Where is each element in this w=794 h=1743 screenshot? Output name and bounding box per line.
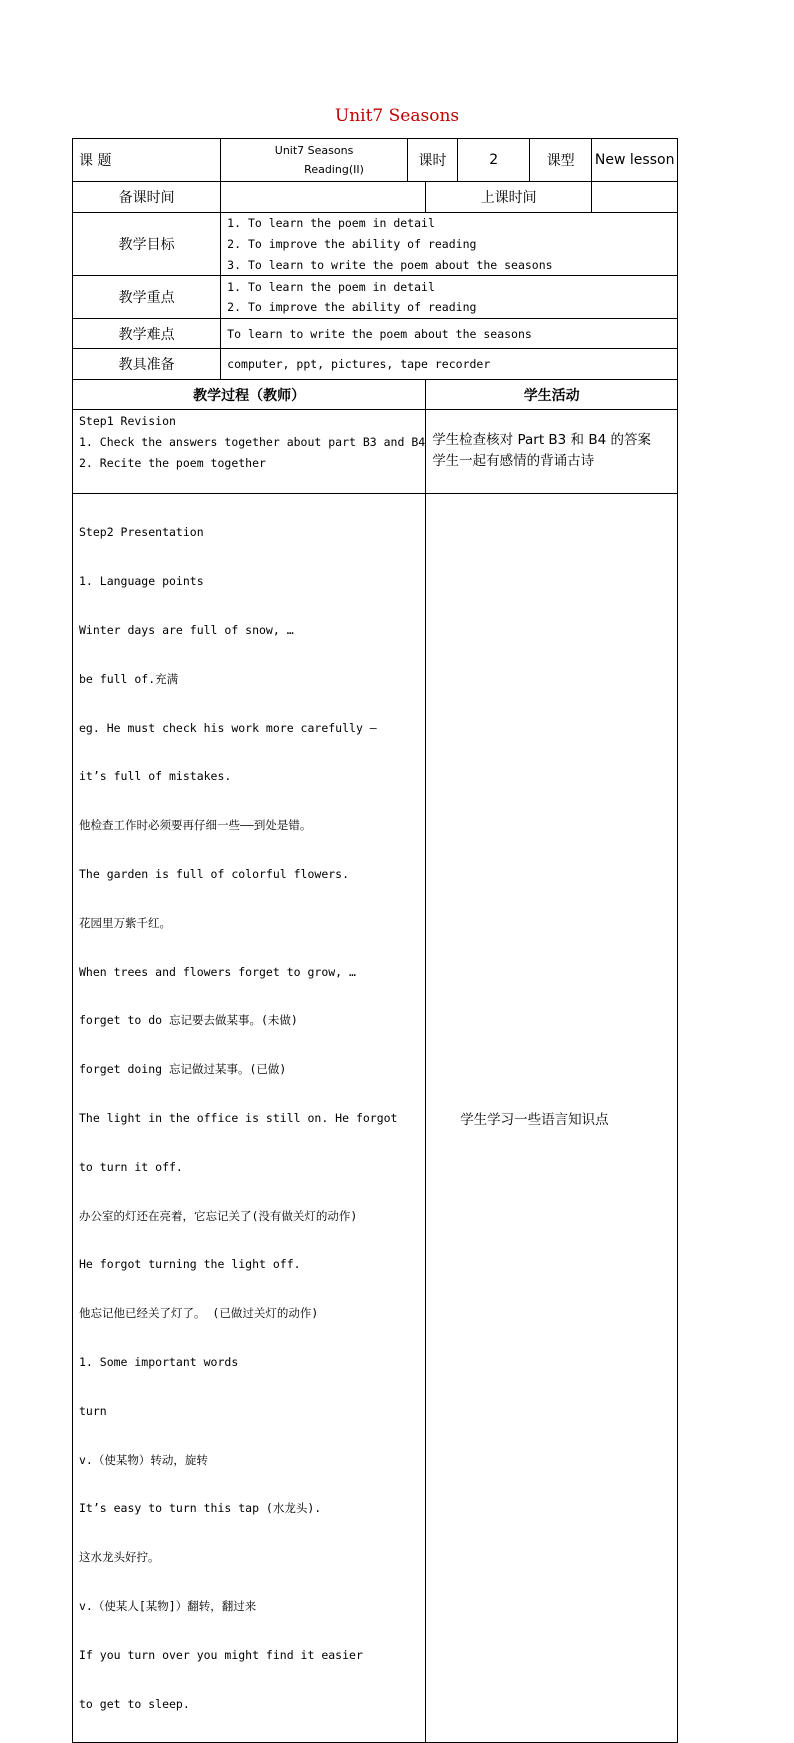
step1-line: 1. Check the answers together about part B3 and B4 (79, 435, 426, 450)
step2-line: v.（使某人[某物]）翻转，翻过来 (79, 1598, 257, 1613)
key-point-item: 2. To improve the ability of reading (227, 300, 477, 315)
materials-label: 教具准备 (73, 349, 221, 380)
step2-line: forget to do 忘记要去做某事。(未做) (79, 1013, 298, 1028)
step2-line: eg. He must check his work more carefully — (79, 720, 377, 735)
course-value: Unit7 Seasons Reading(II) (221, 139, 408, 182)
step2-line: It’s easy to turn this tap (水龙头). (79, 1501, 322, 1516)
step1-line: Step1 Revision (79, 414, 176, 429)
student-activity-header: 学生活动 (426, 380, 678, 410)
objectives-list (221, 213, 678, 276)
step2-line: v.（使某物）转动，旋转 (79, 1452, 208, 1467)
step2-line: Winter days are full of snow, … (79, 622, 294, 637)
lesson-plan-table (72, 138, 678, 1743)
step1-student (426, 410, 678, 494)
objective-item: 2. To improve the ability of reading (227, 236, 477, 251)
key-point-item: 1. To learn the poem in detail (227, 279, 435, 294)
step2-line: it’s full of mistakes. (79, 769, 232, 784)
type-value: New lesson (592, 139, 678, 182)
page-title: Unit7 Seasons (334, 106, 460, 126)
type-label: 课型 (530, 139, 592, 182)
step1-student-line: 学生检查核对 Part B3 和 B4 的答案 (432, 432, 651, 449)
prep-time-value (221, 182, 426, 213)
step2-line: 1. Some important words (79, 1354, 239, 1369)
step2-line: The light in the office is still on. He forgot (79, 1110, 398, 1125)
step2-line: 1. Language points (79, 574, 204, 589)
prep-time-label: 备课时间 (73, 182, 221, 213)
course-label: 课 题 (73, 139, 221, 182)
step1-student-line: 学生一起有感情的背诵古诗 (432, 453, 595, 470)
step2-line: 他忘记他已经关了灯了。 (已做过关灯的动作) (79, 1306, 319, 1321)
key-points-label: 教学重点 (73, 276, 221, 319)
key-points-list (221, 276, 678, 319)
step2-line: The garden is full of colorful flowers. (79, 866, 350, 881)
difficulties-value: To learn to write the poem about the seasons (221, 319, 678, 349)
objectives-label: 教学目标 (73, 213, 221, 276)
step2-line: When trees and flowers forget to grow, … (79, 964, 356, 979)
step2-line: He forgot turning the light off. (79, 1257, 301, 1272)
step2-student: 学生学习一些语言知识点 (426, 494, 678, 1743)
objective-item: 1. To learn the poem in detail (227, 216, 435, 230)
teacher-process-header: 教学过程（教师） (73, 380, 426, 410)
period-label: 课时 (407, 139, 457, 182)
step2-line: 他检查工作时必须要再仔细一些——到处是错。 (79, 818, 312, 833)
step1-teacher (73, 410, 426, 494)
step2-line: Step2 Presentation (79, 525, 204, 540)
difficulties-label: 教学难点 (73, 319, 221, 349)
step1-line: 2. Recite the poem together (79, 455, 266, 470)
step2-line: to get to sleep. (79, 1696, 190, 1711)
step2-line: 花园里万紫千红。 (79, 915, 171, 930)
step2-teacher (73, 494, 426, 1743)
objective-item: 3. To learn to write the poem about the seasons (227, 257, 553, 272)
step2-line: 这水龙头好拧。 (79, 1550, 160, 1565)
step2-line: to turn it off. (79, 1159, 183, 1174)
class-time-value (592, 182, 678, 213)
step2-line: turn (79, 1403, 107, 1418)
step2-line: be full of.充满 (79, 671, 179, 686)
step2-line: forget doing 忘记做过某事。(已做) (79, 1062, 287, 1077)
materials-value: computer, ppt, pictures, tape recorder (221, 349, 678, 380)
period-value: 2 (458, 139, 530, 182)
class-time-label: 上课时间 (426, 182, 592, 213)
step2-line: If you turn over you might find it easier (79, 1647, 363, 1662)
step2-line: 办公室的灯还在亮着，它忘记关了(没有做关灯的动作) (79, 1208, 358, 1223)
